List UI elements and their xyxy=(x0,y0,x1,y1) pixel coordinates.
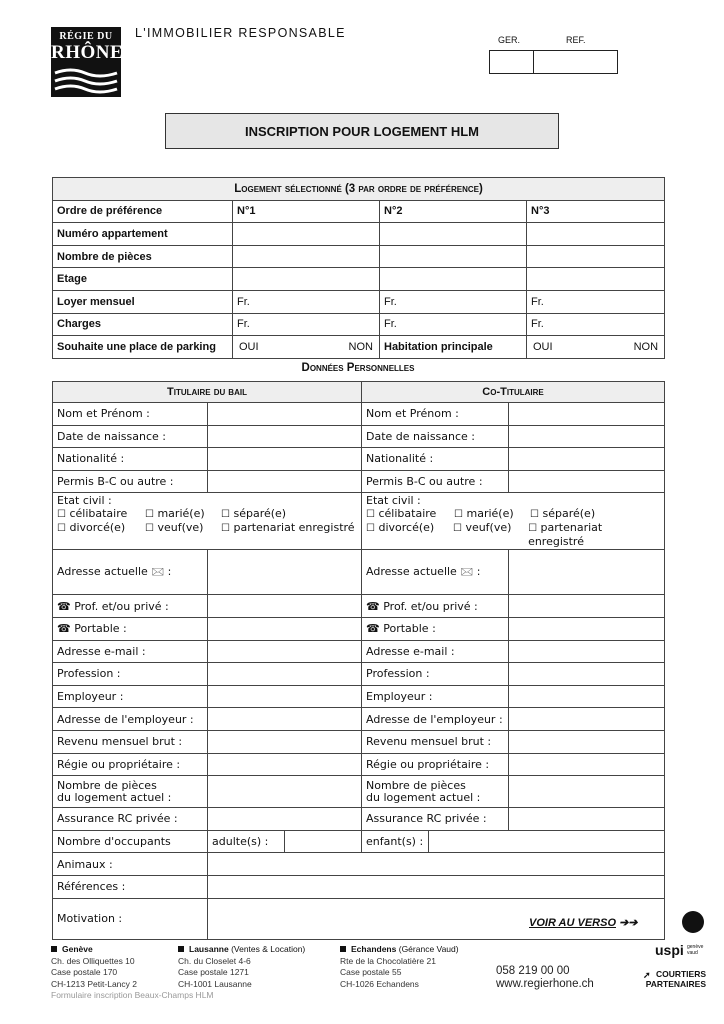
parking-label: Souhaite une place de parking xyxy=(53,336,233,359)
civil-option[interactable] xyxy=(528,521,660,548)
civil-option[interactable] xyxy=(145,521,221,535)
input-cell[interactable] xyxy=(509,595,665,618)
field-label xyxy=(362,617,509,640)
input-cell[interactable] xyxy=(208,776,362,808)
input-cell[interactable]: Fr. xyxy=(527,290,665,313)
form-footnote: Formulaire inscription Beaux-Champs HLM xyxy=(51,990,214,1000)
input-cell[interactable] xyxy=(208,595,362,618)
office-line: CH-1213 Petit-Lancy 2 xyxy=(51,978,137,989)
civil-option[interactable] xyxy=(221,507,286,521)
personal-data-table xyxy=(52,381,665,940)
field-label: Nom et Prénom : xyxy=(362,403,509,426)
civil-option[interactable] xyxy=(453,521,528,548)
uspi-sub2: vaud xyxy=(687,950,698,956)
checkbox-icon[interactable]: ☐ xyxy=(221,523,230,535)
courtiers-arrow-icon: ➚ xyxy=(643,970,651,980)
office-line: Ch. des Olliquettes 10 xyxy=(51,955,135,966)
field-label: Nom et Prénom : xyxy=(53,403,208,426)
adultes-label: adulte(s) : xyxy=(208,830,285,853)
etat-civil-label: Etat civil : xyxy=(366,494,421,508)
checkbox-icon[interactable]: ☐ xyxy=(454,509,463,521)
certification-seal-icon xyxy=(682,911,704,933)
civil-option-label: séparé(e) xyxy=(233,507,287,521)
office-line: Case postale 1271 xyxy=(178,967,249,977)
uspi-sub1: genève xyxy=(687,944,704,950)
input-cell[interactable] xyxy=(233,268,380,291)
phone-icon: ☎ xyxy=(57,622,71,636)
table-row xyxy=(53,830,665,853)
office-line: CH-1026 Echandens xyxy=(340,978,419,989)
input-cell[interactable] xyxy=(509,708,665,731)
field-label: Adresse de l'employeur : xyxy=(362,708,509,731)
office-line: Case postale 55 xyxy=(340,967,402,977)
checkbox-icon[interactable]: ☐ xyxy=(530,509,539,521)
pieces-line2: du logement actuel : xyxy=(366,790,481,804)
tagline: L'IMMOBILIER RESPONSABLE xyxy=(135,26,346,40)
portable-label: Portable : xyxy=(74,622,127,636)
enfants-label: enfant(s) : xyxy=(362,831,429,853)
input-cell[interactable] xyxy=(380,223,527,246)
input-cell[interactable] xyxy=(208,425,362,448)
civil-option[interactable] xyxy=(454,507,530,521)
table-row xyxy=(53,470,665,493)
square-bullet-icon xyxy=(178,946,184,952)
pref-2: N°2 xyxy=(380,200,527,223)
ger-ref-box[interactable] xyxy=(489,50,618,74)
civil-option[interactable] xyxy=(57,507,145,521)
envelope-icon: 🖂 xyxy=(460,564,474,578)
civil-option[interactable] xyxy=(57,521,145,535)
logo-line2: RHÔNE xyxy=(51,42,124,63)
adresse-label: Adresse actuelle xyxy=(366,564,457,578)
occupants-label: Nombre d'occupants xyxy=(53,830,208,853)
field-label: Date de naissance : xyxy=(362,425,509,448)
input-cell[interactable] xyxy=(527,268,665,291)
field-label: Adresse e-mail : xyxy=(362,640,509,663)
row-label: Etage xyxy=(53,268,233,291)
pieces-line2: du logement actuel : xyxy=(57,790,172,804)
checkbox-icon[interactable]: ☐ xyxy=(145,523,154,535)
office-echandens xyxy=(340,944,459,990)
envelope-icon: 🖂 xyxy=(151,564,165,578)
civil-option[interactable] xyxy=(366,521,453,548)
field-label xyxy=(53,617,208,640)
row-label: Numéro appartement xyxy=(53,223,233,246)
civil-option-label: célibataire xyxy=(378,507,437,521)
input-cell[interactable] xyxy=(509,470,665,493)
portable-label: Portable : xyxy=(383,622,436,636)
input-cell[interactable] xyxy=(208,550,362,595)
input-cell[interactable] xyxy=(208,753,362,776)
uspi-logo: uspi xyxy=(655,942,684,958)
input-cell[interactable] xyxy=(509,403,665,426)
enfants-input[interactable] xyxy=(429,831,664,853)
table-row xyxy=(53,730,665,753)
table-row xyxy=(53,200,665,223)
courtiers-line1: COURTIERS xyxy=(655,969,706,979)
checkbox-icon[interactable]: ☐ xyxy=(366,523,375,535)
prof-label: Prof. et/ou privé : xyxy=(383,599,478,613)
field-label: Adresse de l'employeur : xyxy=(53,708,208,731)
phone-icon: ☎ xyxy=(57,599,71,613)
habitation-label: Habitation principale xyxy=(380,336,527,359)
input-cell[interactable] xyxy=(208,617,362,640)
phone-number: 058 219 00 00 xyxy=(496,965,570,977)
table-row xyxy=(53,595,665,618)
parking-choice[interactable] xyxy=(233,336,380,359)
civil-option-label: célibataire xyxy=(69,507,128,521)
input-cell[interactable] xyxy=(509,663,665,686)
field-label: Permis B-C ou autre : xyxy=(362,470,509,493)
input-cell[interactable] xyxy=(509,685,665,708)
titulaire-header: Titulaire du bail xyxy=(53,382,362,403)
input-cell[interactable] xyxy=(509,730,665,753)
phone-icon: ☎ xyxy=(366,599,380,613)
civil-option-label: partenariat enregistré xyxy=(233,521,355,535)
checkbox-icon[interactable]: ☐ xyxy=(452,523,462,535)
table-row xyxy=(53,245,665,268)
input-cell[interactable] xyxy=(509,448,665,471)
field-label: Nationalité : xyxy=(53,448,208,471)
table-row xyxy=(53,290,665,313)
field-label: Assurance RC privée : xyxy=(53,808,208,831)
office-line: CH-1001 Lausanne xyxy=(178,978,252,989)
input-cell[interactable] xyxy=(208,403,362,426)
input-cell[interactable] xyxy=(233,245,380,268)
ref-label: REF. xyxy=(566,35,586,45)
pieces-line1: Nombre de pièces xyxy=(366,778,466,792)
field-label: Références : xyxy=(53,875,208,898)
input-cell[interactable] xyxy=(208,685,362,708)
row-label: Ordre de préférence xyxy=(53,200,233,223)
prof-label: Prof. et/ou privé : xyxy=(74,599,169,613)
field-label: Revenu mensuel brut : xyxy=(53,730,208,753)
input-cell[interactable]: Fr. xyxy=(233,313,380,336)
habitation-choice[interactable] xyxy=(527,336,665,359)
donnees-personnelles-title: Données Personnelles xyxy=(301,362,415,374)
office-geneve xyxy=(51,944,137,990)
civil-option[interactable] xyxy=(366,507,454,521)
input-cell[interactable] xyxy=(233,223,380,246)
logement-table xyxy=(52,177,665,359)
uspi-sub xyxy=(687,944,703,956)
office-name: Genève xyxy=(62,944,93,954)
table-row xyxy=(53,617,665,640)
field-label xyxy=(362,595,509,618)
checkbox-icon[interactable]: ☐ xyxy=(221,509,230,521)
enfants-cell xyxy=(362,830,665,853)
input-cell[interactable] xyxy=(509,550,665,595)
input-cell[interactable] xyxy=(509,808,665,831)
contact-block xyxy=(496,965,594,991)
verso-text: VOIR AU VERSO xyxy=(529,917,616,929)
input-cell[interactable] xyxy=(380,245,527,268)
input-cell[interactable] xyxy=(208,808,362,831)
table-row xyxy=(53,425,665,448)
field-label: Animaux : xyxy=(53,853,208,876)
field-label: Profession : xyxy=(362,663,509,686)
field-label: Régie ou propriétaire : xyxy=(53,753,208,776)
field-label: Assurance RC privée : xyxy=(362,808,509,831)
oui-option[interactable]: OUI xyxy=(239,340,259,353)
table-row xyxy=(53,336,665,359)
row-label: Nombre de pièces xyxy=(53,245,233,268)
regie-du-rhone-logo xyxy=(51,27,124,97)
pieces-line1: Nombre de pièces xyxy=(57,778,157,792)
row-label: Loyer mensuel xyxy=(53,290,233,313)
input-cell[interactable] xyxy=(208,470,362,493)
ger-label: GER. xyxy=(498,35,521,45)
table-row xyxy=(53,663,665,686)
office-name: Lausanne xyxy=(189,944,229,954)
field-label: Profession : xyxy=(53,663,208,686)
courtiers-line2: PARTENAIRES xyxy=(645,979,706,989)
civil-option-label: divorcé(e) xyxy=(378,521,435,535)
cotitulaire-header: Co-Titulaire xyxy=(362,382,665,403)
field-label: Date de naissance : xyxy=(53,425,208,448)
input-cell[interactable] xyxy=(509,640,665,663)
office-lausanne xyxy=(178,944,305,990)
field-label: Adresse e-mail : xyxy=(53,640,208,663)
field-label: Adresse actuelle 🖂 : xyxy=(53,550,208,595)
field-label: Nationalité : xyxy=(362,448,509,471)
row-label: Charges xyxy=(53,313,233,336)
input-cell[interactable] xyxy=(208,853,665,876)
civil-option-label: veuf(ve) xyxy=(465,521,512,535)
logo-wave-icon xyxy=(51,65,121,95)
table-row xyxy=(53,776,665,808)
table-row xyxy=(53,223,665,246)
checkbox-icon[interactable]: ☐ xyxy=(57,509,66,521)
input-cell[interactable] xyxy=(208,663,362,686)
field-label xyxy=(362,776,509,808)
civil-option-label: séparé(e) xyxy=(542,507,596,521)
table-row xyxy=(53,708,665,731)
phone-icon: ☎ xyxy=(366,622,380,636)
voir-au-verso xyxy=(529,916,638,929)
logo-line1: RÉGIE DU xyxy=(59,31,113,42)
office-extra: (Ventes & Location) xyxy=(231,944,306,954)
non-option[interactable]: NON xyxy=(633,340,659,353)
etat-civil-label: Etat civil : xyxy=(57,494,112,508)
input-cell[interactable] xyxy=(527,223,665,246)
input-cell[interactable] xyxy=(509,425,665,448)
adresse-label: Adresse actuelle xyxy=(57,564,148,578)
non-option[interactable]: NON xyxy=(348,340,373,353)
office-name: Echandens xyxy=(351,944,397,954)
square-bullet-icon xyxy=(340,946,346,952)
checkbox-icon[interactable]: ☐ xyxy=(57,523,66,535)
input-cell[interactable] xyxy=(208,640,362,663)
civil-option[interactable] xyxy=(530,507,595,521)
input-cell[interactable]: Fr. xyxy=(527,313,665,336)
office-line: Rte de la Chocolatière 21 xyxy=(340,955,436,966)
civil-option-label: marié(e) xyxy=(466,507,514,521)
table-row xyxy=(53,550,665,595)
checkbox-icon[interactable]: ☐ xyxy=(145,509,154,521)
form-title: INSCRIPTION POUR LOGEMENT HLM xyxy=(165,113,559,149)
civil-option-label: marié(e) xyxy=(157,507,205,521)
table-row xyxy=(53,875,665,898)
checkbox-icon[interactable]: ☐ xyxy=(366,509,375,521)
input-cell[interactable]: Fr. xyxy=(233,290,380,313)
civil-option-label: veuf(ve) xyxy=(157,521,204,535)
field-label: Employeur : xyxy=(53,685,208,708)
civil-option-label: partenariat enregistré xyxy=(528,521,603,549)
input-cell[interactable] xyxy=(208,875,665,898)
field-label xyxy=(53,776,208,808)
table-row xyxy=(53,493,665,550)
input-cell[interactable] xyxy=(509,753,665,776)
field-label: Revenu mensuel brut : xyxy=(362,730,509,753)
office-extra: (Gérance Vaud) xyxy=(398,944,459,954)
input-cell[interactable] xyxy=(208,730,362,753)
table-row xyxy=(53,753,665,776)
input-cell[interactable] xyxy=(527,245,665,268)
pref-1: N°1 xyxy=(233,200,380,223)
civil-option-label: divorcé(e) xyxy=(69,521,126,535)
field-label: Régie ou propriétaire : xyxy=(362,753,509,776)
input-cell[interactable] xyxy=(380,268,527,291)
pref-3: N°3 xyxy=(527,200,665,223)
office-line: Case postale 170 xyxy=(51,967,118,977)
input-cell[interactable] xyxy=(208,448,362,471)
field-label xyxy=(53,595,208,618)
civil-option[interactable] xyxy=(145,507,221,521)
table-row xyxy=(53,685,665,708)
arrow-right-icon: ➔➔ xyxy=(619,917,638,929)
input-cell[interactable]: Fr. xyxy=(380,290,527,313)
courtiers-logo xyxy=(643,969,706,989)
square-bullet-icon xyxy=(51,946,57,952)
etat-civil-titulaire xyxy=(53,493,362,550)
input-cell[interactable] xyxy=(509,776,665,808)
checkbox-icon[interactable]: ☐ xyxy=(528,523,538,535)
civil-option[interactable] xyxy=(221,521,355,535)
input-cell[interactable] xyxy=(208,708,362,731)
field-label: Employeur : xyxy=(362,685,509,708)
field-label: Motivation : xyxy=(53,898,208,939)
oui-option[interactable]: OUI xyxy=(533,340,553,353)
etat-civil-cotitulaire xyxy=(362,493,665,550)
table-row xyxy=(53,448,665,471)
table-row xyxy=(53,853,665,876)
website-link[interactable]: www.regierhone.ch xyxy=(496,978,594,990)
table-row xyxy=(53,403,665,426)
logement-header: Logement sélectionné (3 par ordre de préférence) xyxy=(53,178,665,201)
table-row xyxy=(53,268,665,291)
table-row xyxy=(53,808,665,831)
field-label: Permis B-C ou autre : xyxy=(53,470,208,493)
field-label: Adresse actuelle 🖂 : xyxy=(362,550,509,595)
office-line: Ch. du Closelet 4-6 xyxy=(178,955,251,966)
input-cell[interactable] xyxy=(509,617,665,640)
table-row xyxy=(53,313,665,336)
table-row xyxy=(53,640,665,663)
adultes-input[interactable] xyxy=(285,830,362,853)
input-cell[interactable]: Fr. xyxy=(380,313,527,336)
